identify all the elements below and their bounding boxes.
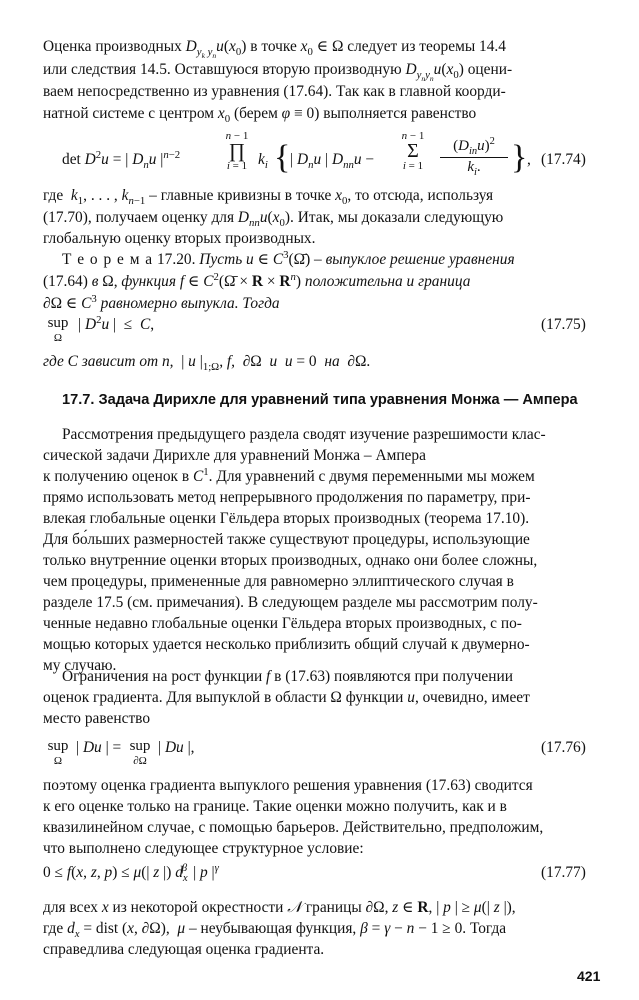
text-line: прямо использовать метод непрерывного продолжения по параметру, при- — [43, 489, 531, 506]
equation-part: $k_i$ — [258, 151, 268, 172]
text-line: Ограничения на рост функции f в (17.63) появляются при получении — [62, 668, 513, 685]
text-line: Рассмотрения предыдущего раздела сводят изучение разрешимости клас- — [62, 426, 546, 443]
text-line: мощью которых удается несколько приблизить общий случай к двумерно- — [43, 636, 530, 653]
text-line: ченные недавно глобальные оценки Гёльдера вторых производных, с по- — [43, 615, 522, 632]
fraction: $(D_{in}u)^2$ $k_i$. — [440, 138, 508, 176]
text-line: Оценка производных $D_{y_k y_n}u(x_0)$ в точке $x_0$ ∈ Ω следует из теоремы 14.4 — [43, 38, 506, 61]
page-number: 421 — [577, 968, 601, 984]
text-line: где $k_1$, . . . , $k_{n-1}$ – главные кривизны в точке $x_0$, то отсюда, используя — [43, 187, 494, 208]
right-brace: } — [511, 139, 528, 176]
text-line: ваем непосредственно из уравнения (17.64). Так как в главной коорди- — [43, 83, 506, 100]
text-line: к его оценке только на границе. Такие оценки можно получить, как и в — [43, 798, 507, 815]
left-brace: { — [274, 139, 291, 176]
text-line: или следствия 14.5. Оставшуюся вторую производную $D_{y_ny_n}u(x_0)$ оцени- — [43, 61, 513, 84]
section-heading: 17.7. Задача Дирихле для уравнений типа уравнения Монжа — Ампера — [62, 392, 578, 408]
theorem-line: Т е о р е м а 17.20. Пусть u ∈ $C^3(\Omegā)$ – выпуклое решение уравнения — [62, 248, 515, 268]
text-line: квазилинейном случае, с помощью барьеров. Действительно, предположим, — [43, 819, 544, 836]
equation-17-75: | $D^2u$ | ≤ C, — [78, 313, 155, 333]
text-line: для всех x из некоторой окрестности 𝒩 границы ∂Ω, z ∈ R, | p | ≥ μ(| z |), — [43, 898, 516, 916]
text-line: справедлива следующая оценка градиента. — [43, 941, 325, 958]
text-line: Для бо́льших размерностей также существуют процедуры, использующие — [43, 531, 530, 548]
text-line: к получению оценок в $C^1$. Для уравнений с двумя переменными мы можем — [43, 465, 535, 485]
theorem-line: (17.64) в Ω, функция f ∈ $C^2(\Omegā \times R \times R^n)$ положительна и граница — [43, 270, 471, 290]
text-line: место равенство — [43, 710, 151, 727]
equation-17-77: 0 ≤ f(x, z, p) ≤ μ(| z |) $d_x^\beta$ | p $|^\gamma$ — [43, 861, 219, 885]
text-line: только внутренние оценки вторых производных, однако они более сложны, — [43, 552, 538, 569]
equation-17-76: | Du | = — [76, 739, 122, 756]
sup-operator: sup Ω — [47, 738, 69, 767]
text-line: что выполнено следующее структурное условие: — [43, 840, 364, 857]
equation-number: (17.75) — [541, 316, 586, 333]
text-line: му случаю. — [43, 657, 117, 674]
text-line: где $d_x$ = dist (x, ∂Ω), μ – неубывающая функция, β = γ − n − 1 ≥ 0. Тогда — [43, 920, 507, 941]
equation-part: | Du |, — [158, 739, 195, 756]
text-line: сической задачи Дирихле для уравнений Монжа – Ампера — [43, 447, 426, 464]
equation-part: , — [527, 151, 531, 168]
equation-number: (17.74) — [541, 151, 586, 168]
theorem-line: ∂Ω ∈ $C^3$ равномерно выпукла. Тогда — [43, 292, 280, 312]
text-line: разделе 17.5 (см. примечания). В следующем разделе мы рассмотрим полу- — [43, 594, 538, 611]
text-line: влекая глобальные оценки Гёльдера вторых производных (теорема 17.10). — [43, 510, 530, 527]
sup-operator: sup ∂Ω — [129, 738, 151, 767]
text-line: чем процедуры, примененные для равномерно эллиптического случая в — [43, 573, 514, 590]
sum-operator: n − 1 Σ i = 1 — [401, 130, 425, 172]
text-line: (17.70), получаем оценку для $D_{nn}u(x_0)$. Итак, мы доказали следующую — [43, 209, 504, 230]
text-line: поэтому оценка градиента выпуклого решения уравнения (17.63) сводится — [43, 777, 533, 794]
theorem-line: где C зависит от n, | u $|_{1;\Omega}$, f, ∂Ω и u = 0 на ∂Ω. — [43, 353, 371, 374]
equation-number: (17.77) — [541, 864, 586, 881]
equation-17-74: $\det D^2u$ = | $D_nu$ $|^{n-2}$ — [62, 148, 181, 172]
equation-number: (17.76) — [541, 739, 586, 756]
sup-operator: sup Ω — [47, 315, 69, 344]
product-operator: n − 1 ∏ i = 1 — [225, 130, 249, 172]
text-line: глобальную оценку вторых производных. — [43, 230, 316, 247]
text-line: натной системе с центром $x_0$ (берем φ ≡ 0) выполняется равенство — [43, 105, 477, 126]
equation-part: | $D_nu$ | $D_{nn}u$ − — [290, 151, 375, 172]
text-line: оценок градиента. Для выпуклой в области Ω функции u, очевидно, имеет — [43, 689, 530, 706]
